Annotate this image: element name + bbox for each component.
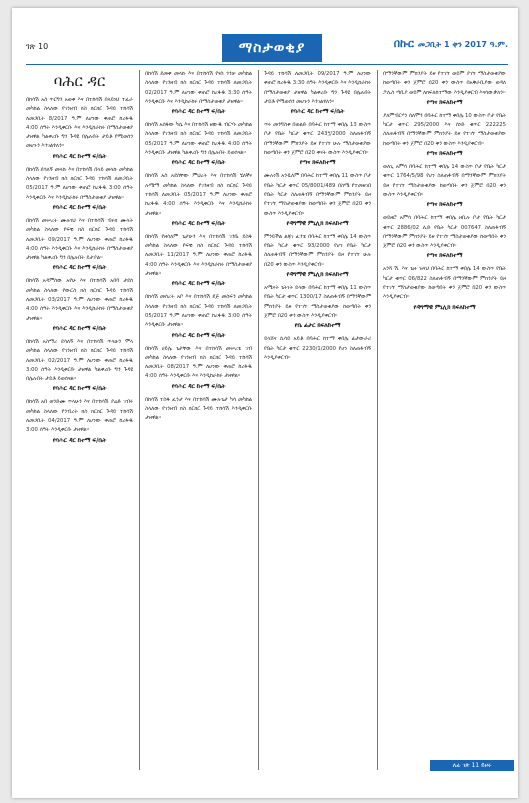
notice-body: ወለጊ አምሳ በባሕር ከተማ ቀበሌ 14 ውስጥ ቦታ የቤት ካርታ ቁጥር 1764/5/98 የሆነ ስለጠፋብኝ በማንኛውም ምክንያት ይዞ የተገኘ ማስታወቂያው ከወጣበት ቀን ጀምሮ በ20 ቀን ውስጥ እንዲያቀርብ። <box>383 164 506 198</box>
notice-signature: የባሕር ዳር ከተማ ፍ/ቤት <box>52 204 107 211</box>
notice-body: በከሳሽ አበ ወንድሙ ጥላሁን እና በተከሳሽ ያሬድ ገብሩ መካከል ስላለው የንብረት ክስ ክርክር ጉዳይ ተከሳሽ ለመጋቢት 04/2017 ዓ.ም ለሆነው ቀጠሮ ከረፋዱ 3:00 ሰዓት እንዲቀርቡ ታዘዋል። <box>26 399 133 434</box>
notice-body: በከሳሽ አስ አደሰቸው ምህረት እና በተከሳሽ ሄለኛና ሉሜማ መካከል ስላለው የገንዘብ ክስ ክርክር ጉዳይ ተከሳሽ ለመጋቢት 05/2017 ዓ.ም ለሆነው ቀጠሮ ከረፋዱ 4:00 ሰዓት እንዲቀርቡ እና እንዲከራከሩ ታዘዋል። <box>145 173 252 217</box>
notice-body: በከሳሽ አስ ጥርግን አወቀ እና በተከሳሽ በላይነህ ተፈራ መካከል ስላለው የገንዘብ ክስ ክርክር ጉዳይ ተከሳሽ ለመጋቢት 8/2017 ዓ.ም ለሆነው ቀጠሮ ከረፋዱ 4:00 ሰዓት እንዲቀርቡ እና እንዲከራከሩ በማስታወቂያ ታዘዋል ካልቀረቡ ግን ጉዳዩ በሌሉበት ታይቶ የሚወሰን መሆኑን እንገልፃለን። <box>26 97 133 150</box>
notice-body: ምንይችል ልጃገ ፈንቴ በባሕር ከተማ ቀበሌ 14 ውስጥ የቤት ካርታ ቁጥር 93/2000 የሆነ የቤት ካርታ ስለጠፋብኝ በማንኛውም ምክንያት ይዞ የተገኘ ሁሉ በ20 ቀን ውስጥ እንዲያቀርብ። <box>264 233 371 268</box>
notice-body: በከሳሽ ደመቀ መላኩ እና በተከሳሽ የናስ ጎንቻ መካከል ስላለው የገንዘብ ክስ ክርክር ጉዳይ ተከሳሽ ለመጋቢት 02/2017 ዓ.ም ለሆነው ቀጠሮ ከረፋዱ 3:30 ሰዓት እንዲቀርቡ እና እንዲከራከሩ በማስታወቂያ ታዘዋል። <box>145 71 252 105</box>
continue-footer: ለፊ ገጽ 11 ይዞሩ <box>430 760 514 771</box>
notice-body: ያለምብርሃን ሰለሞን በባሕር ከተማ ቀበሌ 10 ውስጥ ቦታ የቤት ካርታ ቁጥር 295/2000 እና ሰነድ ቁጥር 222225 ስለጠፋብኝ በማንኛውም ምክንያት ይዞ የተገኘ ማስታወቂያው ከወጣበት ቀን ጀምሮ በ20 ቀን ውስጥ እንዲያቀርብ። <box>383 112 506 147</box>
notice-body: በከሳሽ መሰረት አቦ እና በተከሳሽ ደጅ መስፍን መካከል ስላለው የገንዘብ ክስ ክርክር ጉዳይ ተከሳሽ ለመጋቢት 05/2017 ዓ.ም ለሆነው ቀጠሮ ከረፋዱ 3:00 ሰዓት እንዲቀርቡ ታዘዋል። <box>145 294 252 329</box>
column-1 <box>26 70 133 450</box>
notice-signature: የባሕር ዳር ከተማ ፍ/ቤት <box>171 383 226 390</box>
column-4 <box>383 70 506 317</box>
notice-body: በከሳሽ ተስፋ ፈንታ እና በተከሳሽ ሙሉጌታ ካሳ መካከል ስላለው የገንዘብ ክስ ክርክር ጉዳይ ተከሳሽ እንዲቀርቡ ታዘዋል። <box>145 396 252 422</box>
notice-body: በከሳሽ አሰፋው ካሴ እና በተከሳሽ ዘውዱ ብርሃኑ መካከል ስላለው የገንዘብ ክስ ክርክር ጉዳይ ተከሳሽ ለመጋቢት 05/2017 ዓ.ም ለሆነው ቀጠሮ ከረፋዱ 4:00 ሰዓት እንዲቀርቡ ታዘዋል ካልቀረቡ ግን በሌሉበት ይወሰናል። <box>145 122 252 157</box>
notice-signature: የባሕር ዳር ከተማ ፍ/ቤት <box>52 265 107 272</box>
notice-signature: የጣና ክፍለከተማ <box>426 202 463 209</box>
notice-signature: የቤ ፊታር ክፍለከተማ <box>294 323 341 330</box>
column-2 <box>145 70 252 424</box>
notice-signature: የጣና ክፍለከተማ <box>426 253 463 260</box>
notice-signature: የጣና ክፍለከተማ <box>299 160 336 167</box>
notice-signature: የዳግማዊ ምኒሊክ ክፍለከተማ <box>413 304 476 311</box>
notice-signature: የባሕር ዳር ከተማ ፍ/ቤት <box>171 281 226 288</box>
notice-body: አሚናት ጌትነት ይላው በባሕር ከተማ ቀበሌ 11 ውስጥ የቤት ካርታ ቁጥር 1300/17 ስለጠፋብኝ በማንኛውም ምክንያት ይዞ የተገኘ ማስታወቂያው ከወጣበት ቀን ጀምሮ በ20 ቀን ውስጥ እንዲያቀርብ። <box>264 285 371 319</box>
notice-signature: የባሕር ዳር ከተማ ፍ/ቤት <box>52 437 107 444</box>
header-rule <box>26 64 508 65</box>
notice-signature: የባሕር ዳር ከተማ ፍ/ቤት <box>52 325 107 332</box>
notice-signature: የባሕር ዳር ከተማ ፍ/ቤት <box>290 109 345 116</box>
notice-body: ሙሉነሽ አንዷለም በባሕር ከተማ ቀበሌ 11 ውስጥ ቦታ የቤት ካርታ ቁጥር 05/8001/489 በስሜ የተመዘገበ የቤት ካርታ ስለጠፋብኝ በማንኛውም ምክንያት ይዞ የተገኘ ማስታወቂያው ከወጣበት ቀን ጀምሮ በ20 ቀን ውስጥ እንዲያቀርብ። <box>264 173 371 217</box>
masthead-date <box>394 37 508 51</box>
notice-body: በከሳሽ የዘሳለም ጌታሁን እና በተከሳሽ ገንቤ ይስፋ መካከል ስላለው የፍቺ ክስ ክርክር ጉዳይ ተከሳሽ ለመጋቢት 11/2017 ዓ.ም ለሆነው ቀጠሮ ከረፋዱ 4:00 ሰዓት እንዲቀርቡ እና እንዲከራከሩ በማስታወቂያ ታዘዋል። <box>145 233 252 278</box>
notice-body: ይላሸና ሲሳይ አይቶ በባሕር ከተማ ቀበሌ ፊታውራሪ የቤት ካርታ ቁጥር 2230/1/2000 የሆነ ስለጠፋብኝ እንዲያቀርብ። <box>264 336 371 361</box>
column-divider <box>139 70 140 770</box>
column-divider <box>258 70 259 770</box>
notice-body: ጥሩ መንግስቱ በወልድ በባሕር ከተማ ቀበሌ 13 ውስጥ ቦታ የቤት ካርታ ቁጥር 243፺/2000 ስለጠፋብኝ በማንኛውም ምክንያት ይዞ የተገኘ ሁሉ ማስታወቂያው ከወጣበት ቀን ጀምሮ በ20 ቀናት ውስጥ እንዲያቀርብ። <box>264 122 371 157</box>
notice-body: በከሳሽ መሠረት ሙሉነህ እና በተከሳሽ ብሩክ ሙላት መካከል ስላለው የፍቺ ክስ ክርክር ጉዳይ ተከሳሽ ለመጋቢት 09/2017 ዓ.ም ለሆነው ቀጠሮ ከረፋዱ 4:00 ሰዓት እንዲቀርቡ እና እንዲከራከሩ በማስታወቂያ ታዘዋል ካልቀረቡ ግን በሌሉበት ይታያል። <box>26 217 133 262</box>
notice-body: ጉዳይ ተከሳሽ ለመጋቢት 09/2017 ዓ.ም ለሆነው ቀጠሮ ከረፋዱ 3:30 ሰዓት እንዲቀርቡ እና እንዲከራከሩ በማስታወቂያ ታዘዋል ካልቀረቡ ግን ጉዳዩ በሌሉበት ታይቶ የሚወሰን መሆኑን እንገልፃለን። <box>264 71 371 105</box>
masthead-name: በኩር <box>393 37 415 50</box>
notice-signature: የባሕር ዳር ከተማ ፍ/ቤት <box>171 160 226 167</box>
notice-body: በከሳሽ አስማረ ደሳለኝ እና በተከሳሽ ጥላሁን ሞላ መካከል ስላለው የገንዘብ ክስ ክርክር ጉዳይ ተከሳሽ ለመጋቢት 02/2017 ዓ.ም ለሆነው ቀጠሮ ከረፋዱ 3:00 ሰዓት እንዲቀርቡ ታዘዋል ካልቀረቡ ግን ጉዳዩ በሌሉበት ታይቶ ይወሰናል። <box>26 338 133 383</box>
notice-signature: የጣና ክፍለከተማ <box>426 151 463 158</box>
notice-signature: የጣና ክፍለከተማ <box>426 99 463 106</box>
notice-signature: የዳግማዊ ምኒሊክ ክፍለከተማ <box>286 272 349 279</box>
notice-body: በማንኛውም ምክንያት ይዞ የተገኘ ወይም ያገኘ ማስታወቂያው ከወጣበት ቀን ጀምሮ በ20 ቀን ውስጥ በአቅራቢያው ወዳለ ፖሊስ ጣቢያ ወይም ለክፍለከተማው እንዲያቀርብ እናሳውቃለን። <box>383 71 506 96</box>
issue-date: መጋቢት 1 ቀን 2017 ዓ.ም. <box>417 40 508 49</box>
notice-signature: የባሕር ዳር ከተማ ፍ/ቤት <box>52 386 107 393</box>
section-banner: ማስታወቂያ <box>222 34 322 62</box>
notice-body: ወይዘሮ አምሳ በባሕር ከተማ ቀበሌ ዘቢሉ ቦታ የቤት ካርታ ቁጥር 2886/02 ሊድ የቤት ካርታ 007647 ስለጠፋብኝ በማንኛውም ምክንያት ይዞ የተገኘ ማስታወቂያው ከወጣበት ቀን ጀምሮ በ20 ቀን ውስጥ እንዲያቀርብ። <box>383 215 506 250</box>
notice-signature: የባሕር ዳር ከተማ ፍ/ቤት <box>171 109 226 116</box>
notice-body: በከሳሽ ደሳለኝ መላኩ እና በተከሳሽ በላይ መላኩ መካከል ስላለው የገንዘብ ክስ ክርክር ጉዳይ ተከሳሽ ለመጋቢት 05/2017 ዓ.ም ለሆነው ቀጠሮ ከረፋዱ 3:00 ሰዓት እንዲቀርቡ እና እንዲከራከሩ በማስታወቂያ ታዘዋል። <box>26 166 133 201</box>
column-divider <box>377 70 378 770</box>
notice-signature: የዳግማዊ ምኒሊክ ክፍለከተማ <box>286 220 349 227</box>
newspaper-page <box>12 8 518 798</box>
column-3 <box>264 70 371 363</box>
page-header <box>26 34 508 62</box>
page-number: ገጽ 10 <box>26 42 49 51</box>
notice-body: አንሻ ሽ. እና ጌዙ ዝናህ በባሕር ከተማ ቀበሌ 14 ውስጥ የቤት ካርታ ቁጥር 06/822 ስለጠፋብኝ በማንኛውም ምክንያት ይዞ የተገኘ ማስታወቂያው ከወጣበት ቀን ጀምሮ በ20 ቀን ውስጥ እንዲያቀርብ። <box>383 266 506 301</box>
notice-signature: የባሕር ዳር ከተማ ፍ/ቤት <box>171 220 226 227</box>
notice-body: በከሳሽ አዳምሰው አየሁ እና በተከሳሽ አበባ ታደሰ መካከል ስላለው የውርስ ክስ ክርክር ጉዳይ ተከሳሽ ለመጋቢት 03/2017 ዓ.ም ለሆነው ቀጠሮ ከረፋዱ 4:00 ሰዓት እንዲቀርቡ እና እንዲከራከሩ በማስታወቂያ ታዘዋል። <box>26 278 133 322</box>
section-title: ባሕር ዳር <box>53 72 106 90</box>
notice-signature: የባሕር ዳር ከተማ ፍ/ቤት <box>52 153 107 160</box>
notice-signature: የባሕር ዳር ከተማ ፍ/ቤት <box>171 332 226 339</box>
notice-body: በከሳሽ ሀይሌ ጌታቸው እና በተከሳሽ መሠረቴ ገብ መካከል ስላለው የገንዘብ ክስ ክርክር ጉዳይ ተከሳሽ ለመጋቢት 08/2017 ዓ.ም ለሆነው ቀጠሮ ከረፋዱ 4:00 ሰዓት እንዲቀርቡ እና እንዲከራከሩ ታዘዋል። <box>145 345 252 380</box>
